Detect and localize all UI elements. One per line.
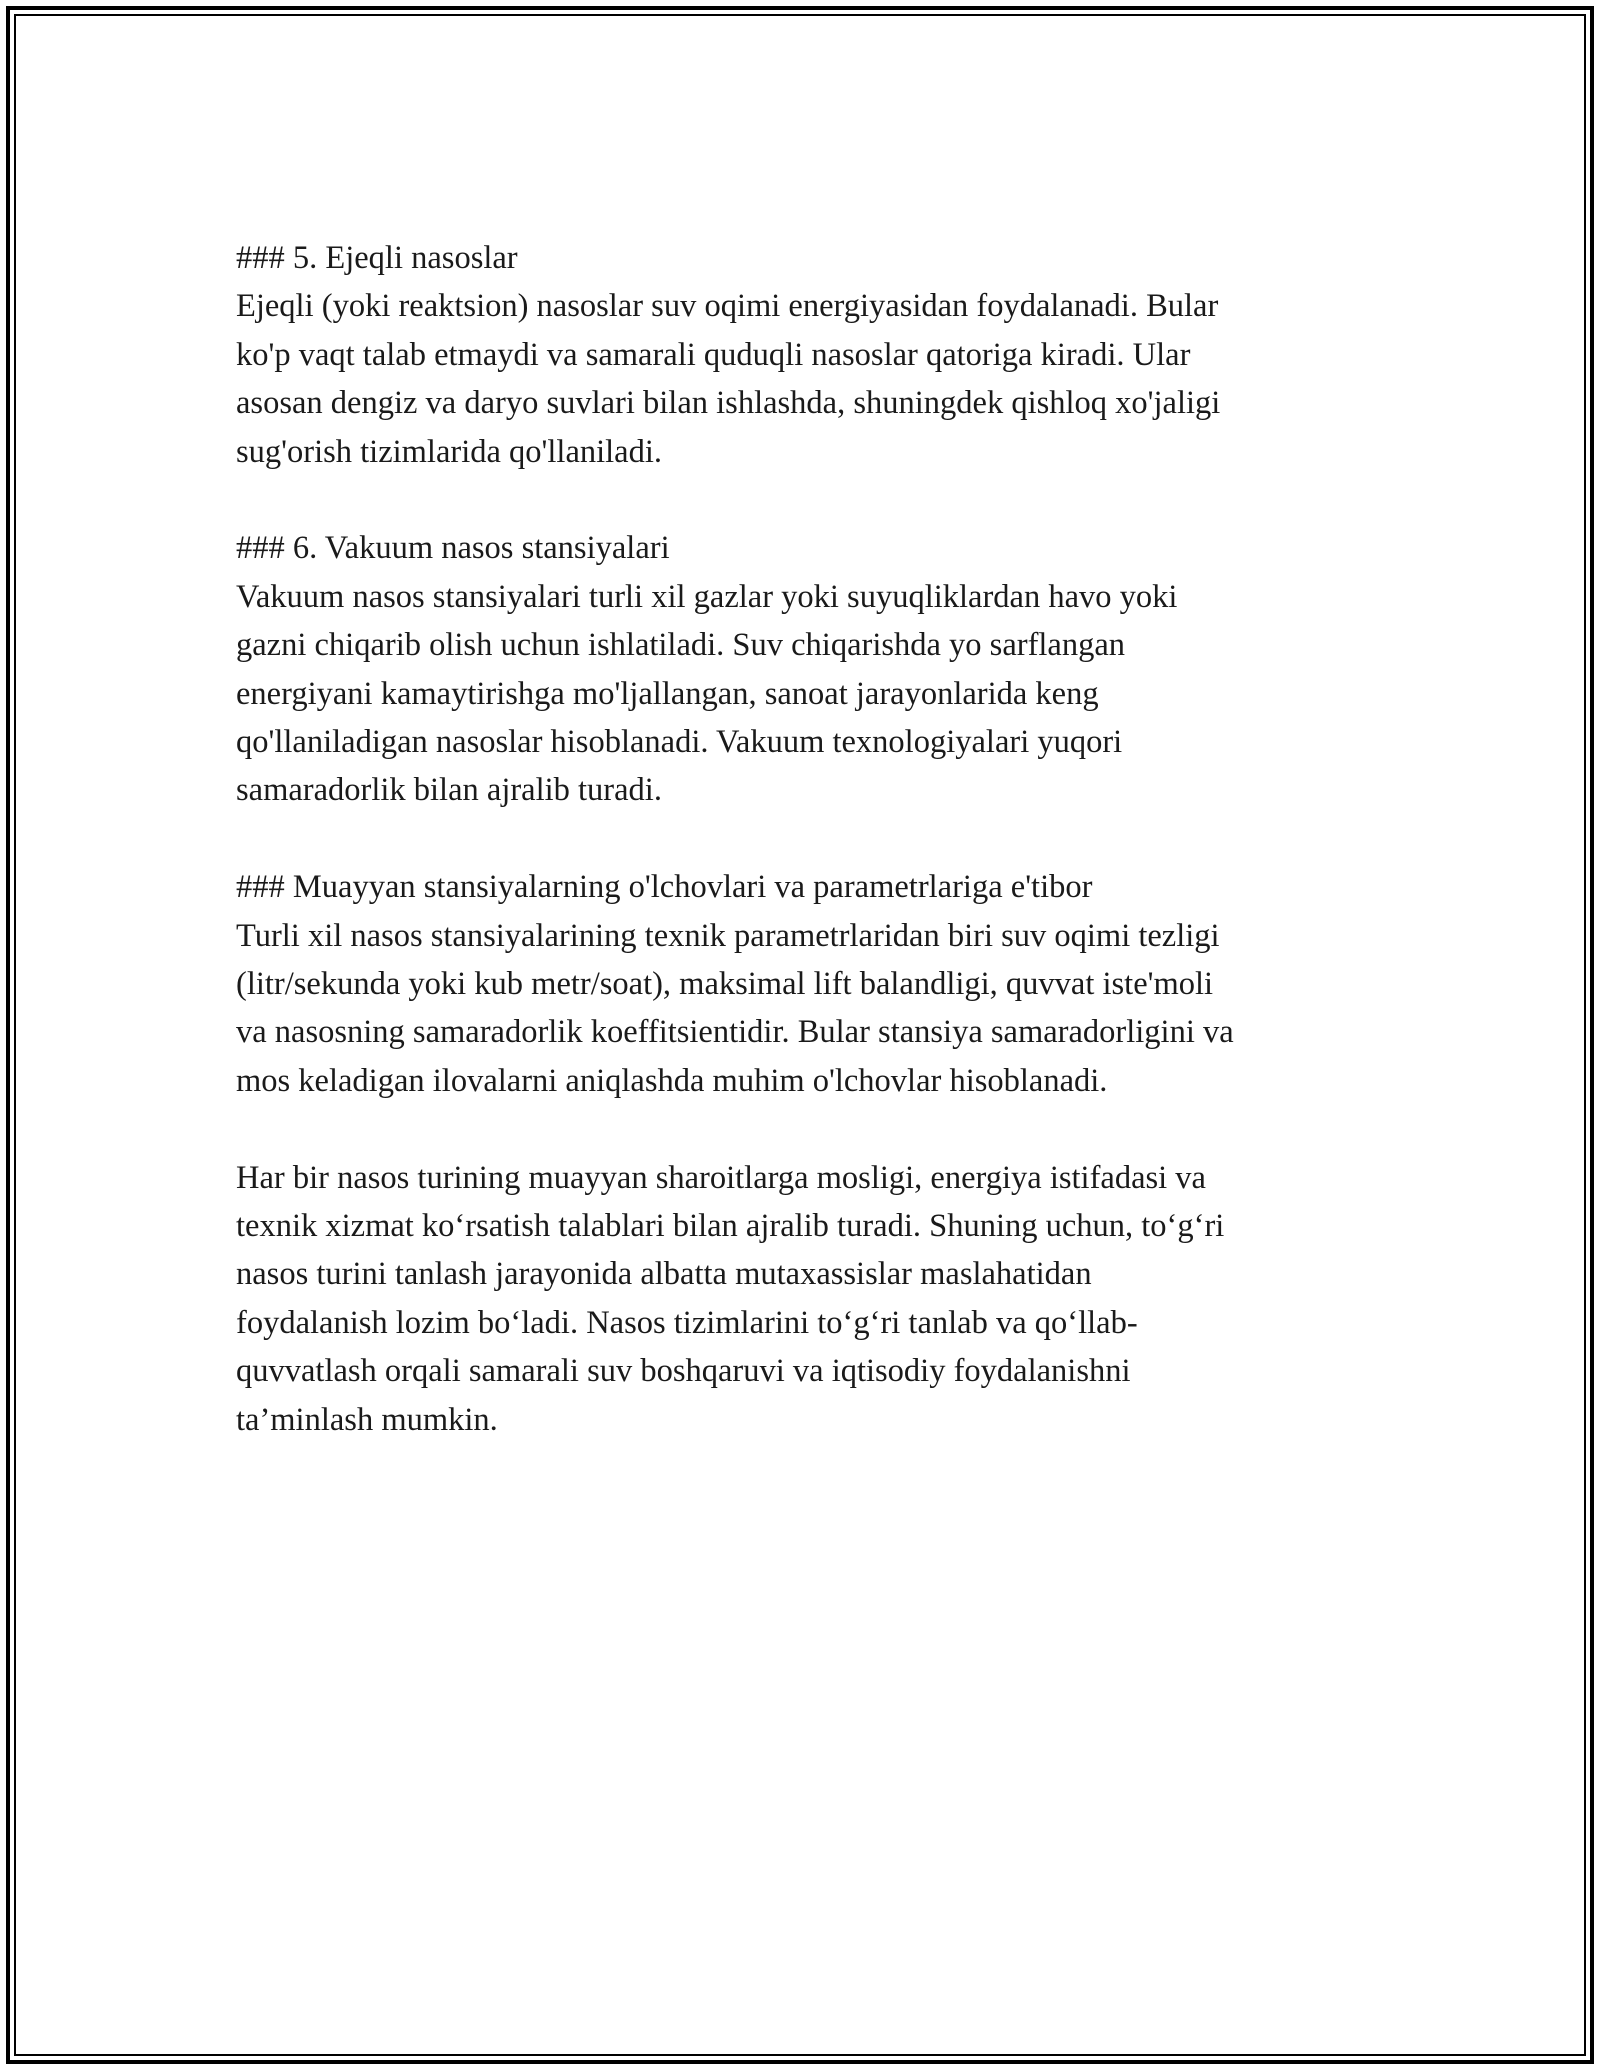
text-line: nasos turini tanlash jarayonida albatta mutaxassislar maslahatidan	[236, 1256, 1092, 1293]
text-line: qo'llaniladigan nasoslar hisoblanadi. Vakuum texnologiyalari yuqori	[236, 724, 1123, 761]
text-line: quvvatlash orqali samarali suv boshqaruvi va iqtisodiy foydalanishni	[236, 1353, 1131, 1390]
text-line: (litr/sekunda yoki kub metr/soat), maksimal lift balandligi, quvvat iste'moli	[236, 966, 1214, 1003]
document-body	[236, 234, 1386, 1493]
section-conclusion	[236, 1154, 1386, 1444]
text-line: sug'orish tizimlarida qo'llaniladi.	[236, 433, 663, 470]
text-line: asosan dengiz va daryo suvlari bilan ishlashda, shuningdek qishloq xo'jaligi	[236, 385, 1221, 422]
text-line: Har bir nasos turining muayyan sharoitlarga mosligi, energiya istifadasi va	[236, 1159, 1206, 1196]
text-line: Vakuum nasos stansiyalari turli xil gazlar yoki suyuqliklardan havo yoki	[236, 578, 1178, 615]
section-vakuum-nasos-stansiyalari	[236, 524, 1386, 814]
text-line: va nasosning samaradorlik koeffitsientidir. Bular stansiya samaradorligini va	[236, 1014, 1234, 1051]
section-parametrlar	[236, 863, 1386, 1105]
text-line: ko'p vaqt talab etmaydi va samarali quduqli nasoslar qatoriga kiradi. Ular	[236, 336, 1191, 373]
text-line: samaradorlik bilan ajralib turadi.	[236, 772, 662, 809]
text-line: mos keladigan ilovalarni aniqlashda muhim o'lchovlar hisoblanadi.	[236, 1062, 1108, 1099]
section-ejeqli-nasoslar	[236, 234, 1386, 476]
section-heading: ### 6. Vakuum nasos stansiyalari	[236, 530, 670, 567]
text-line: foydalanish lozim bo‘ladi. Nasos tizimlarini to‘g‘ri tanlab va qo‘llab-	[236, 1304, 1138, 1341]
text-line: gazni chiqarib olish uchun ishlatiladi. Suv chiqarishda yo sarflangan	[236, 627, 1126, 664]
text-line: energiyani kamaytirishga mo'ljallangan, sanoat jarayonlarida keng	[236, 675, 1099, 712]
section-heading: ### Muayyan stansiyalarning o'lchovlari va parametrlariga e'tibor	[236, 869, 1093, 906]
text-line: texnik xizmat ko‘rsatish talablari bilan ajralib turadi. Shuning uchun, to‘g‘ri	[236, 1208, 1225, 1245]
text-line: ta’minlash mumkin.	[236, 1401, 498, 1438]
section-heading: ### 5. Ejeqli nasoslar	[236, 240, 518, 276]
text-line: Turli xil nasos stansiyalarining texnik parametrlaridan biri suv oqimi tezligi	[236, 917, 1220, 954]
text-line: Ejeqli (yoki reaktsion) nasoslar suv oqimi energiyasidan foydalanadi. Bular	[236, 288, 1219, 325]
